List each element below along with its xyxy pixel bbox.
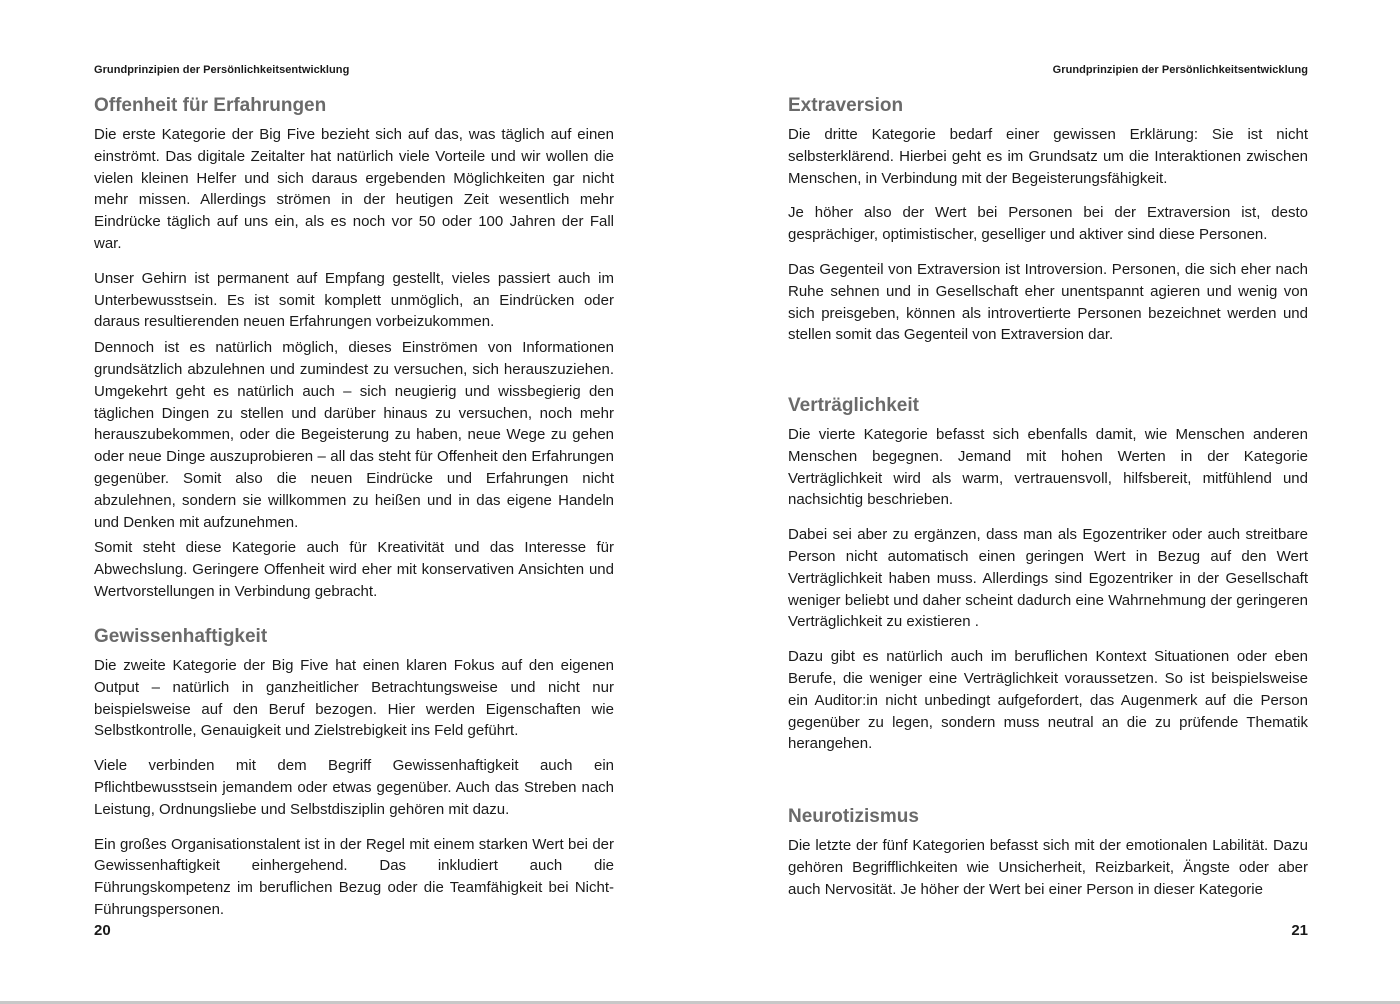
right-page-content [788,94,1308,346]
section-heading: Verträglichkeit [788,395,919,416]
section-heading: Neurotizismus [788,806,919,827]
section-neurotizismus [788,805,1308,900]
paragraph: Somit steht diese Kategorie auch für Kreativität und das Interesse für Abwechslung. Geringere Offenheit wird eher mit konservativen Ansichten und Wertvorstellungen in Verbindung gebracht. [94,539,614,600]
section-vertraeglichkeit [788,394,1308,755]
paragraph: Ein großes Organisationstalent ist in der Regel mit einem starken Wert bei der Gewissenhaftigkeit einhergehend. Das inkludiert auch die Führungskompetenz im beruflichen Bezug oder die Teamfähigkeit bei Nicht-Führungspersonen. [94,835,614,918]
paragraph: Die dritte Kategorie bedarf einer gewissen Erklärung: Sie ist nicht selbsterklärend. Hierbei geht es im Grundsatz um die Interaktionen zwischen Menschen, in Verbindung mit der Begeisterungsfähigkeit. [788,126,1308,187]
section-heading: Offenheit für Erfahrungen [94,95,327,116]
paragraph: Viele verbinden mit dem Begriff Gewissenhaftigkeit auch ein Pflichtbewusstsein jemandem oder etwas gegenüber. Auch das Streben nach Leistung, Ordnungsliebe und Selbstdisziplin gehören mit dazu. [94,757,614,818]
paragraph: Die erste Kategorie der Big Five bezieht sich auf das, was täglich auf einen einströmt. Das digitale Zeitalter hat natürlich viele Vorteile und wir wollen die vielen kleinen Helfer und sich daraus ergebenden Möglichkeiten gar nicht mehr missen. Allerdings strömen in der heutigen Zeit wesentlich mehr Eindrücke täglich auf uns ein, als es noch vor 50 oder 100 Jahren der Fall war. [94,126,614,252]
paragraph: Dabei sei aber zu ergänzen, dass man als Egozentriker oder auch streitbare Person nicht automatisch einen geringen Wert in Bezug auf den Wert Verträglichkeit haben muss. Allerdings sind Egozentriker in der Gesellschaft weniger beliebt und daher scheint dadurch eine Wahrnehmung der geringeren Verträglichkeit zu existieren . [788,526,1308,631]
right-page-content-2 [788,394,1308,755]
left-page [94,0,614,1004]
running-header: Grundprinzipien der Persönlichkeitsentwicklung [94,64,350,76]
left-page-content [94,94,614,603]
section-offenheit [94,94,614,603]
paragraph: Je höher also der Wert bei Personen bei der Extraversion ist, desto gesprächiger, optimistischer, geselliger und aktiver sind diese Personen. [788,204,1308,244]
paragraph: Unser Gehirn ist permanent auf Empfang gestellt, vieles passiert auch im Unterbewusstsein. Es ist somit komplett unmöglich, an Eindrücken oder daraus resultierenden neuen Erfahrungen vorbeizukommen. [94,269,614,331]
paragraph: Dazu gibt es natürlich auch im beruflichen Kontext Situationen oder eben Berufe, die weniger eine Verträglichkeit voraussetzen. So ist beispielsweise ein Auditor:in nicht unbedingt aufgefordert, das Augenmerk auf die Person gegenüber zu legen, sondern muss neutral an die zu prüfende Thematik herangehen. [788,648,1308,753]
page-number: 21 [1291,922,1308,939]
right-page [788,0,1308,1004]
paragraph: Dennoch ist es natürlich möglich, dieses Einströmen von Informationen grundsätzlich abzulehnen und zumindest zu versuchen, sich herauszuziehen. Umgekehrt geht es natürlich auch – sich neugierig und wissbegierig den täglichen Dingen zu stellen und darüber hinaus zu versuchen, noch mehr herauszubekommen, oder die Begeisterung zu haben, neue Wege zu gehen oder neue Dinge auszuprobieren – all das steht für Offenheit den Erfahrungen gegenüber. Somit also die neuen Eindrücke und Erfahrungen nicht abzulehnen, sondern sie willkommen zu heißen und in das eigene Handeln und Denken mit aufzunehmen. [94,339,614,531]
paragraph: Das Gegenteil von Extraversion ist Introversion. Personen, die sich eher nach Ruhe sehnen und in Gesellschaft eher unentspannt agieren und wenig von sich preisgeben, können als introvertierte Personen bezeichnet werden und stellen somit das Gegenteil von Extraversion dar. [788,260,1308,344]
section-extraversion [788,94,1308,346]
paragraph: Die letzte der fünf Kategorien befasst sich mit der emotionalen Labilität. Dazu gehören Begrifflichkeiten wie Unsicherheit, Reizbarkeit, Ängste oder aber auch Nervosität. Je höher der Wert bei einer Person in dieser Kategorie [788,837,1308,898]
paragraph: Die zweite Kategorie der Big Five hat einen klaren Fokus auf den eigenen Output – natürlich in ganzheitlicher Betrachtungsweise und nicht nur beispielsweise auf den Beruf bezogen. Hier werden Eigenschaften wie Selbstkontrolle, Genauigkeit und Zielstrebigkeit ins Feld geführt. [94,657,614,740]
left-page-content-2 [94,625,614,921]
running-header: Grundprinzipien der Persönlichkeitsentwicklung [1052,64,1308,76]
page-number: 20 [94,922,111,939]
section-heading: Gewissenhaftigkeit [94,626,268,647]
section-gewissenhaftigkeit [94,625,614,921]
paragraph: Die vierte Kategorie befasst sich ebenfalls damit, wie Menschen anderen Menschen begegnen. Jemand mit hohen Werten in der Kategorie Verträglichkeit wird als warm, vertrauensvoll, hilfsbereit, mitfühlend und nachsichtig beschrieben. [788,426,1308,509]
section-heading: Extraversion [788,95,904,116]
right-page-content-3 [788,805,1308,900]
